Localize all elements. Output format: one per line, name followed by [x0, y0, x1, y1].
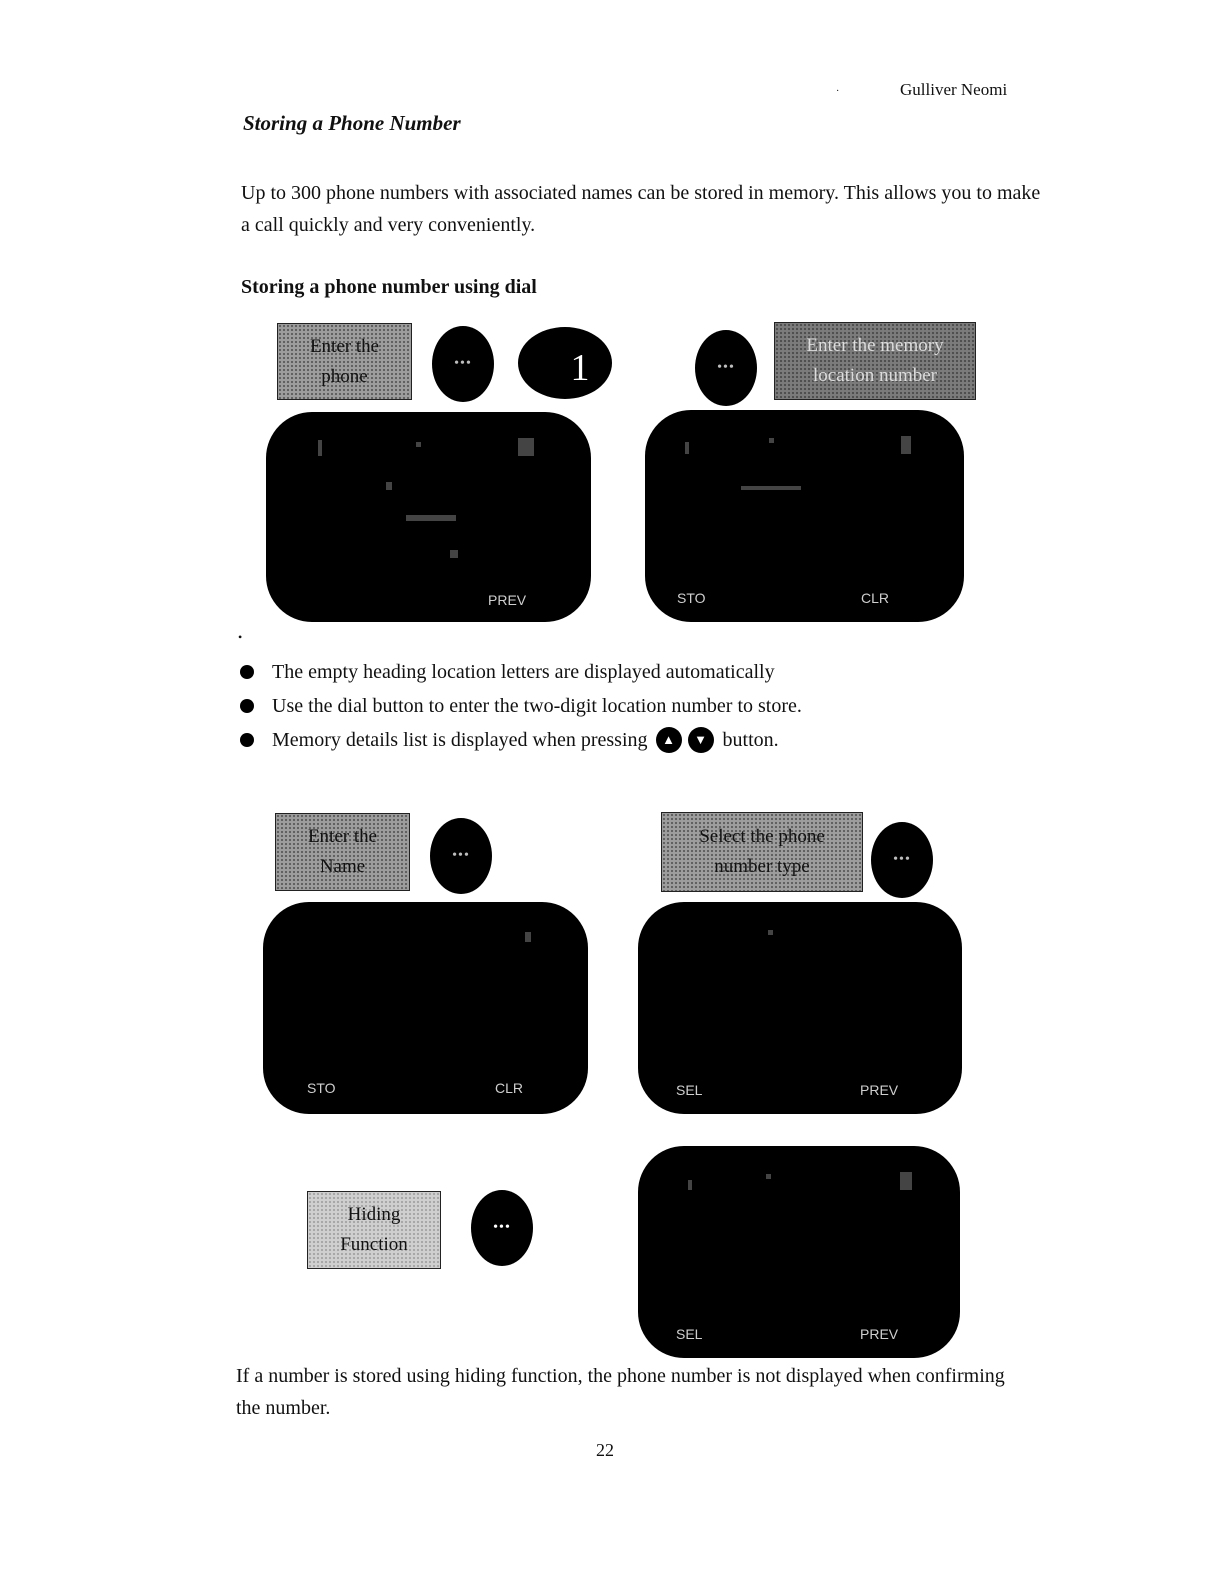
button-dots: ••• — [452, 848, 470, 863]
menu-button-icon — [695, 330, 757, 406]
screen-mark — [518, 438, 534, 456]
enter-memory-label — [774, 322, 976, 400]
phone-screen-2 — [645, 410, 964, 622]
down-arrow-icon: ▼ — [688, 727, 714, 753]
enter-memory-line2: location number — [813, 365, 937, 386]
subheading: Storing a phone number using dial — [241, 276, 537, 298]
hiding-function-label — [307, 1191, 441, 1269]
bullet-suffix: button. — [722, 728, 779, 751]
screen-mark — [769, 438, 774, 443]
bullet-text: The empty heading location letters are displayed automatically — [272, 660, 775, 683]
enter-name-label — [275, 813, 410, 891]
select-type-line1: Select the phone — [699, 826, 825, 847]
bullet-icon — [240, 699, 254, 713]
bullet-text: Memory details list is displayed when pressing — [272, 728, 648, 751]
stray-dot: • — [238, 630, 243, 644]
up-arrow-icon: ▲ — [656, 727, 682, 753]
enter-phone-line2: phone — [321, 365, 368, 387]
screen-mark — [741, 486, 801, 490]
softkey-clr: CLR — [861, 590, 890, 606]
bullet-text: Use the dial button to enter the two-digit location number to store. — [272, 694, 802, 717]
header-mark: · — [836, 86, 840, 97]
enter-memory-line1: Enter the memory — [806, 335, 944, 356]
section-title: Storing a Phone Number — [243, 111, 461, 135]
screen-mark — [685, 442, 689, 454]
digit-label: 1 — [570, 347, 590, 389]
select-type-line2: number type — [714, 856, 810, 877]
menu-button-icon — [471, 1190, 533, 1266]
hiding-line1: Hiding — [347, 1204, 401, 1225]
screen-mark — [386, 482, 392, 490]
enter-name-line1: Enter the — [307, 826, 378, 847]
screen-mark — [318, 440, 322, 456]
softkey-prev: PREV — [488, 592, 527, 608]
softkey-prev: PREV — [860, 1326, 899, 1342]
phone-screen-5 — [638, 1146, 960, 1358]
bullet-icon — [240, 733, 254, 747]
enter-phone-line1: Enter the — [309, 335, 380, 357]
button-dots: ••• — [454, 356, 472, 371]
list-item — [240, 723, 1060, 757]
list-item — [240, 689, 1060, 723]
button-dots: ••• — [893, 852, 911, 867]
screen-mark — [525, 932, 531, 942]
select-type-label — [661, 812, 863, 892]
button-dots: ••• — [493, 1220, 511, 1235]
screen-mark — [900, 1172, 912, 1190]
phone-screen-3 — [263, 902, 588, 1114]
digit-one-button-icon — [518, 327, 612, 399]
screen-mark — [768, 930, 773, 935]
screen-mark — [766, 1174, 771, 1179]
softkey-sto: STO — [307, 1080, 336, 1096]
softkey-sto: STO — [677, 590, 706, 606]
bullet-icon — [240, 665, 254, 679]
phone-screen-1 — [266, 412, 591, 622]
softkey-sel: SEL — [676, 1082, 703, 1098]
list-item — [240, 655, 1060, 689]
softkey-prev: PREV — [860, 1082, 899, 1098]
softkey-clr: CLR — [495, 1080, 524, 1096]
button-dots: ••• — [717, 360, 735, 375]
enter-phone-label — [277, 323, 412, 400]
bullet-list — [240, 655, 1060, 757]
menu-button-icon — [432, 326, 494, 402]
page-number: 22 — [596, 1440, 614, 1460]
screen-mark — [416, 442, 421, 447]
screen-mark — [450, 550, 458, 558]
screen-mark — [406, 515, 456, 521]
menu-button-icon — [430, 818, 492, 894]
header-author: Gulliver Neomi — [900, 80, 1008, 99]
enter-name-line2: Name — [319, 856, 366, 877]
softkey-sel: SEL — [676, 1326, 703, 1342]
closing-paragraph: If a number is stored using hiding function, the phone number is not displayed when confirming the number. — [236, 1365, 1005, 1419]
menu-button-icon — [871, 822, 933, 898]
screen-mark — [688, 1180, 692, 1190]
intro-paragraph: Up to 300 phone numbers with associated names can be stored in memory. This allows you to make a call quickly and very conveniently. — [241, 182, 1041, 236]
phone-screen-4 — [638, 902, 962, 1114]
hiding-line2: Function — [340, 1234, 408, 1255]
screen-mark — [901, 436, 911, 454]
